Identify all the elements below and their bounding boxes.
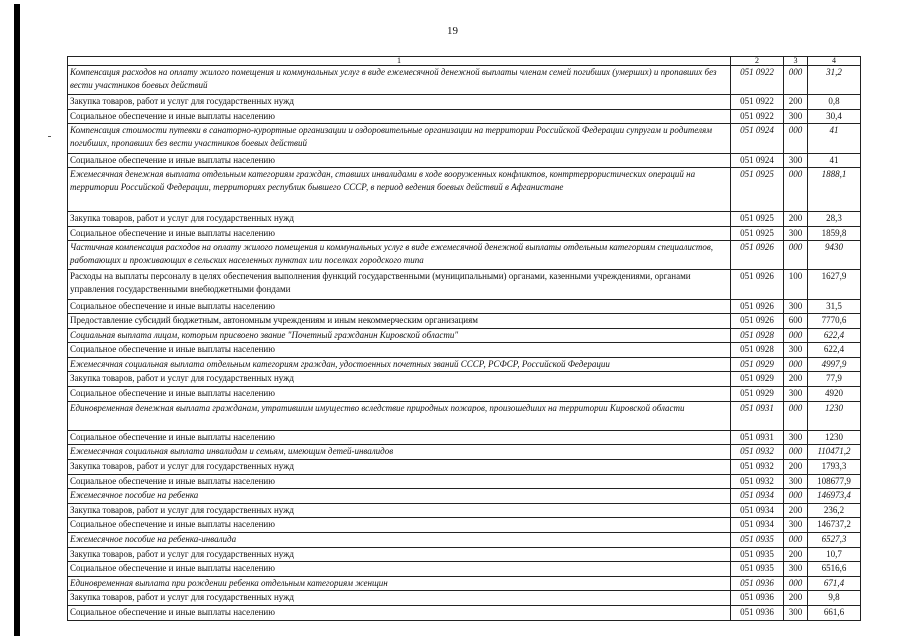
amount-cell: 77,9 xyxy=(808,372,861,387)
target-code-cell: 051 0936 xyxy=(731,591,784,606)
target-code-cell: 051 0929 xyxy=(731,387,784,402)
target-code-cell: 051 0926 xyxy=(731,299,784,314)
expense-type-cell: 000 xyxy=(784,357,808,372)
expense-type-cell: 000 xyxy=(784,328,808,343)
expense-name-cell: Закупка товаров, работ и услуг для государственных нужд xyxy=(68,547,731,562)
table-row xyxy=(68,314,861,329)
table-row xyxy=(68,168,861,212)
table-row xyxy=(68,328,861,343)
table-row xyxy=(68,460,861,475)
target-code-cell: 051 0931 xyxy=(731,430,784,445)
amount-cell: 9430 xyxy=(808,241,861,270)
amount-cell: 6516,6 xyxy=(808,562,861,577)
amount-cell: 10,7 xyxy=(808,547,861,562)
expense-type-cell: 200 xyxy=(784,211,808,226)
expense-name-cell: Ежемесячное пособие на ребенка xyxy=(68,489,731,504)
table-row xyxy=(68,387,861,402)
expense-type-cell: 000 xyxy=(784,401,808,430)
table-row xyxy=(68,518,861,533)
expense-name-cell: Закупка товаров, работ и услуг для государственных нужд xyxy=(68,460,731,475)
expense-type-cell: 000 xyxy=(784,241,808,270)
amount-cell: 671,4 xyxy=(808,576,861,591)
expense-name-cell: Компенсация стоимости путевки в санаторно-курортные организации и оздоровительные организации на территории Российской Федерации супругам и родителям погибших, пропавших без вести участников боевых действий xyxy=(68,124,731,153)
amount-cell: 1230 xyxy=(808,401,861,430)
expense-name-cell: Закупка товаров, работ и услуг для государственных нужд xyxy=(68,211,731,226)
expense-name-cell: Ежемесячная социальная выплата инвалидам и семьям, имеющим детей-инвалидов xyxy=(68,445,731,460)
expense-name-cell: Частичная компенсация расходов на оплату жилого помещения и коммунальных услуг в виде ежемесячной денежной выплаты отдельным категориям специалистов, работающих и проживающих в сельских населенных пунктах или поселках городского типа xyxy=(68,241,731,270)
target-code-cell: 051 0931 xyxy=(731,401,784,430)
table-row xyxy=(68,533,861,548)
target-code-cell: 051 0935 xyxy=(731,562,784,577)
expense-type-cell: 300 xyxy=(784,518,808,533)
amount-cell: 4920 xyxy=(808,387,861,402)
expense-type-cell: 000 xyxy=(784,445,808,460)
expense-name-cell: Социальное обеспечение и иные выплаты населению xyxy=(68,605,731,620)
target-code-cell: 051 0932 xyxy=(731,460,784,475)
amount-cell: 7770,6 xyxy=(808,314,861,329)
table-row xyxy=(68,226,861,241)
expense-name-cell: Предоставление субсидий бюджетным, автономным учреждениям и иным некоммерческим организациям xyxy=(68,314,731,329)
amount-cell: 31,2 xyxy=(808,66,861,95)
expense-type-cell: 000 xyxy=(784,533,808,548)
header-col-3: 3 xyxy=(784,57,808,66)
expense-name-cell: Компенсация расходов на оплату жилого помещения и коммунальных услуг в виде ежемесячной денежной выплаты членам семей погибших (умерших) и пропавших без вести участников боевых действий xyxy=(68,66,731,95)
header-col-2: 2 xyxy=(731,57,784,66)
target-code-cell: 051 0926 xyxy=(731,314,784,329)
expense-name-cell: Расходы на выплаты персоналу в целях обеспечения выполнения функций государственными (муниципальными) органами, казенными учреждениями, органами управления государственными внебюджетными фондами xyxy=(68,270,731,299)
amount-cell: 146737,2 xyxy=(808,518,861,533)
amount-cell: 146973,4 xyxy=(808,489,861,504)
expense-name-cell: Закупка товаров, работ и услуг для государственных нужд xyxy=(68,503,731,518)
table-row xyxy=(68,109,861,124)
amount-cell: 110471,2 xyxy=(808,445,861,460)
table-row xyxy=(68,489,861,504)
table-row xyxy=(68,211,861,226)
expense-type-cell: 200 xyxy=(784,372,808,387)
expense-type-cell: 300 xyxy=(784,605,808,620)
table-row xyxy=(68,591,861,606)
amount-cell: 30,4 xyxy=(808,109,861,124)
expense-type-cell: 100 xyxy=(784,270,808,299)
table-row xyxy=(68,605,861,620)
expense-type-cell: 300 xyxy=(784,343,808,358)
expense-name-cell: Социальное обеспечение и иные выплаты населению xyxy=(68,343,731,358)
table-row xyxy=(68,474,861,489)
budget-table xyxy=(67,56,861,621)
table-row xyxy=(68,299,861,314)
target-code-cell: 051 0928 xyxy=(731,328,784,343)
amount-cell: 661,6 xyxy=(808,605,861,620)
table-row xyxy=(68,343,861,358)
table-row xyxy=(68,153,861,168)
amount-cell: 1793,3 xyxy=(808,460,861,475)
amount-cell: 41 xyxy=(808,124,861,153)
table-row xyxy=(68,241,861,270)
target-code-cell: 051 0922 xyxy=(731,66,784,95)
expense-name-cell: Единовременная выплата при рождении ребенка отдельным категориям женщин xyxy=(68,576,731,591)
table-row xyxy=(68,503,861,518)
expense-name-cell: Закупка товаров, работ и услуг для государственных нужд xyxy=(68,591,731,606)
amount-cell: 622,4 xyxy=(808,328,861,343)
amount-cell: 1627,9 xyxy=(808,270,861,299)
page-number: 19 xyxy=(447,25,458,37)
header-col-4: 4 xyxy=(808,57,861,66)
expense-type-cell: 200 xyxy=(784,547,808,562)
amount-cell: 31,5 xyxy=(808,299,861,314)
expense-name-cell: Социальное обеспечение и иные выплаты населению xyxy=(68,518,731,533)
target-code-cell: 051 0935 xyxy=(731,547,784,562)
amount-cell: 1859,8 xyxy=(808,226,861,241)
target-code-cell: 051 0936 xyxy=(731,576,784,591)
amount-cell: 236,2 xyxy=(808,503,861,518)
expense-type-cell: 300 xyxy=(784,387,808,402)
expense-type-cell: 000 xyxy=(784,168,808,212)
target-code-cell: 051 0934 xyxy=(731,518,784,533)
table-row xyxy=(68,372,861,387)
amount-cell: 9,8 xyxy=(808,591,861,606)
table-row xyxy=(68,66,861,95)
target-code-cell: 051 0926 xyxy=(731,270,784,299)
table-row xyxy=(68,430,861,445)
target-code-cell: 051 0928 xyxy=(731,343,784,358)
expense-name-cell: Социальное обеспечение и иные выплаты населению xyxy=(68,226,731,241)
expense-type-cell: 300 xyxy=(784,474,808,489)
expense-name-cell: Социальное обеспечение и иные выплаты населению xyxy=(68,109,731,124)
table-row xyxy=(68,576,861,591)
target-code-cell: 051 0935 xyxy=(731,533,784,548)
target-code-cell: 051 0922 xyxy=(731,109,784,124)
expense-type-cell: 200 xyxy=(784,503,808,518)
scan-edge-bar xyxy=(14,4,20,636)
expense-name-cell: Ежемесячная социальная выплата отдельным категориям граждан, удостоенных почетных званий СССР, РСФСР, Российской Федерации xyxy=(68,357,731,372)
budget-table-body xyxy=(68,57,861,621)
amount-cell: 622,4 xyxy=(808,343,861,358)
table-row xyxy=(68,547,861,562)
target-code-cell: 051 0934 xyxy=(731,503,784,518)
table-row xyxy=(68,562,861,577)
table-row xyxy=(68,357,861,372)
expense-name-cell: Социальное обеспечение и иные выплаты населению xyxy=(68,153,731,168)
expense-name-cell: Закупка товаров, работ и услуг для государственных нужд xyxy=(68,95,731,110)
expense-name-cell: Закупка товаров, работ и услуг для государственных нужд xyxy=(68,372,731,387)
target-code-cell: 051 0925 xyxy=(731,211,784,226)
table-row xyxy=(68,270,861,299)
target-code-cell: 051 0925 xyxy=(731,226,784,241)
target-code-cell: 051 0926 xyxy=(731,241,784,270)
expense-name-cell: Единовременная денежная выплата гражданам, утратившим имущество вследствие природных пожаров, произошедших на территории Кировской области xyxy=(68,401,731,430)
table-header-row xyxy=(68,57,861,66)
expense-name-cell: Ежемесячное пособие на ребенка-инвалида xyxy=(68,533,731,548)
amount-cell: 6527,3 xyxy=(808,533,861,548)
expense-type-cell: 600 xyxy=(784,314,808,329)
target-code-cell: 051 0922 xyxy=(731,95,784,110)
expense-type-cell: 200 xyxy=(784,460,808,475)
table-row xyxy=(68,124,861,153)
table-row xyxy=(68,95,861,110)
expense-type-cell: 200 xyxy=(784,591,808,606)
target-code-cell: 051 0929 xyxy=(731,357,784,372)
target-code-cell: 051 0924 xyxy=(731,153,784,168)
expense-type-cell: 300 xyxy=(784,226,808,241)
target-code-cell: 051 0936 xyxy=(731,605,784,620)
expense-name-cell: Ежемесячная денежная выплата отдельным категориям граждан, ставших инвалидами в ходе вооруженных конфликтов, контртеррористических операций на территории Российской Федерации, территориях республик бывшего СССР, в период ведения боевых действий в Афганистане xyxy=(68,168,731,212)
expense-type-cell: 300 xyxy=(784,109,808,124)
table-row xyxy=(68,401,861,430)
amount-cell: 28,3 xyxy=(808,211,861,226)
amount-cell: 1888,1 xyxy=(808,168,861,212)
expense-type-cell: 300 xyxy=(784,562,808,577)
expense-type-cell: 300 xyxy=(784,299,808,314)
expense-name-cell: Социальная выплата лицам, которым присвоено звание "Почетный гражданин Кировской области" xyxy=(68,328,731,343)
header-col-1: 1 xyxy=(68,57,731,66)
target-code-cell: 051 0924 xyxy=(731,124,784,153)
expense-type-cell: 200 xyxy=(784,95,808,110)
expense-name-cell: Социальное обеспечение и иные выплаты населению xyxy=(68,299,731,314)
amount-cell: 41 xyxy=(808,153,861,168)
expense-name-cell: Социальное обеспечение и иные выплаты населению xyxy=(68,562,731,577)
expense-name-cell: Социальное обеспечение и иные выплаты населению xyxy=(68,387,731,402)
expense-name-cell: Социальное обеспечение и иные выплаты населению xyxy=(68,430,731,445)
scan-speck xyxy=(48,136,51,137)
expense-type-cell: 000 xyxy=(784,66,808,95)
expense-type-cell: 000 xyxy=(784,576,808,591)
amount-cell: 1230 xyxy=(808,430,861,445)
target-code-cell: 051 0929 xyxy=(731,372,784,387)
amount-cell: 0,8 xyxy=(808,95,861,110)
target-code-cell: 051 0934 xyxy=(731,489,784,504)
expense-type-cell: 300 xyxy=(784,430,808,445)
table-row xyxy=(68,445,861,460)
target-code-cell: 051 0932 xyxy=(731,474,784,489)
expense-name-cell: Социальное обеспечение и иные выплаты населению xyxy=(68,474,731,489)
target-code-cell: 051 0932 xyxy=(731,445,784,460)
target-code-cell: 051 0925 xyxy=(731,168,784,212)
amount-cell: 108677,9 xyxy=(808,474,861,489)
expense-type-cell: 000 xyxy=(784,124,808,153)
expense-type-cell: 000 xyxy=(784,489,808,504)
expense-type-cell: 300 xyxy=(784,153,808,168)
amount-cell: 4997,9 xyxy=(808,357,861,372)
